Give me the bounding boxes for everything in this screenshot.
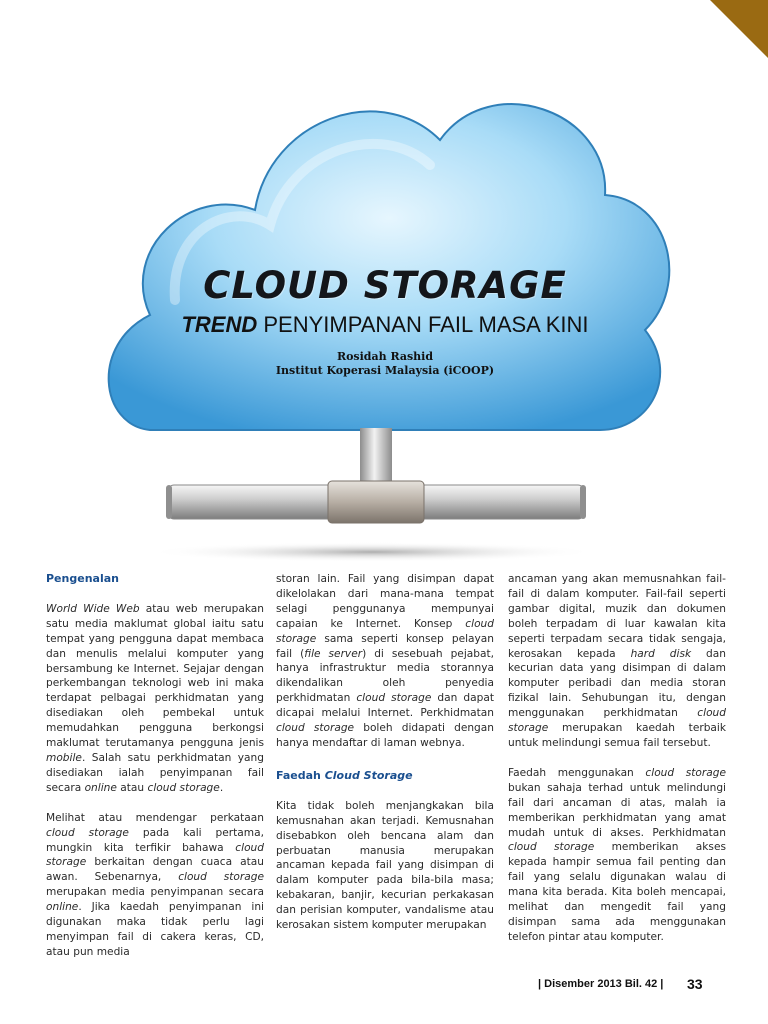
subtitle-rest: PENYIMPANAN FAIL MASA KINI xyxy=(263,312,589,337)
emphasis-text: cloud storage xyxy=(645,766,726,779)
heading-pengenalan: Pengenalan xyxy=(46,572,119,585)
emphasis-text: mobile xyxy=(46,751,82,764)
emphasis-text: cloud storage xyxy=(276,722,355,735)
subtitle-emphasis: TREND xyxy=(181,312,258,337)
text-run: dan dapat dicapai melalui Internet. Perkhidmatan xyxy=(276,692,494,720)
paragraph xyxy=(508,766,726,945)
emphasis-text: cloud storage xyxy=(508,707,726,735)
paragraph xyxy=(46,811,264,960)
text-run: memberikan akses kepada hampir semua fail penting dan fail yang selalu digunakan walau di mana kita berada. Kita boleh mencapai, melihat dan mengedit fail yang disimpan sama ada menggunakan telefon pintar atau komputer. xyxy=(508,841,726,943)
author-name: Rosidah Rashid xyxy=(336,350,434,363)
column-3 xyxy=(508,572,726,960)
text-run: pada kali pertama, mungkin kita terfikir bahawa xyxy=(46,826,264,854)
text-run: ancaman yang akan memusnahkan fail-fail di dalam komputer. Fail-fail seperti gambar digital, muzik dan dokumen boleh terpadam di luar kawalan kita seperti terpadam secara tidak sengaja, kerosakan kepada xyxy=(508,573,726,660)
text-run: sama seperti konsep pelayan fail ( xyxy=(276,632,494,660)
emphasis-text: online xyxy=(84,781,117,794)
author-affiliation: Institut Koperasi Malaysia (iCOOP) xyxy=(275,364,495,377)
heading-faedah xyxy=(276,769,494,784)
emphasis-text: hard disk xyxy=(630,647,692,660)
text-run: berkaitan dengan cuaca atau awan. Sebenarnya, xyxy=(46,856,264,884)
page-footer xyxy=(520,978,720,998)
text-run: merupakan kaedah terbaik untuk melindungi semua fail tersebut. xyxy=(508,722,726,749)
pipe-joint xyxy=(328,481,424,523)
text-run: atau web merupakan satu media maklumat global iaitu satu tempat yang pengguna dapat membaca dan menulis melalui komputer yang bersambung ke Internet. Sejajar dengan perkembangan teknologi web ini maka terdapat pelbagai perkhidmatan yang disediakan oleh pembekal untuk memudahkan pengguna berkongsi maklumat terutamanya pengguna jenis xyxy=(46,602,265,750)
heading-faedah-emphasis: Cloud Storage xyxy=(324,768,413,782)
text-run: bukan sahaja terhad untuk melindungi fail dari ancaman di atas, malah ia memberikan perkhidmatan yang amat mudah untuk di akses. Perkhidmatan xyxy=(508,781,726,839)
text-run: Melihat atau mendengar perkataan xyxy=(46,811,264,824)
paragraph xyxy=(508,572,726,751)
issue-label: | Disember 2013 Bil. 42 | xyxy=(538,978,664,990)
emphasis-text: cloud storage xyxy=(356,692,432,705)
pipe-end-left xyxy=(166,485,172,519)
text-run: ) di sesebuah pejabat, hanya infrastruktur media storannya dikendalikan oleh penyedia perkhidmatan xyxy=(276,647,494,705)
emphasis-text: cloud storage xyxy=(147,781,220,794)
title-block xyxy=(150,262,620,378)
text-run: Faedah menggunakan xyxy=(508,766,646,779)
heading-faedah-text: Faedah xyxy=(276,768,325,782)
subtitle xyxy=(150,310,620,340)
text-run: merupakan media penyimpanan secara xyxy=(46,886,264,899)
paragraph xyxy=(276,572,494,751)
emphasis-text: cloud storage xyxy=(508,841,595,854)
emphasis-text: cloud storage xyxy=(46,841,264,869)
text-run: dan kecurian data yang disimpan di dalam komputer peribadi dan media storan fizikal lain. Sehubungan itu, dengan menggunakan perkhidmatan xyxy=(508,647,726,720)
ground-shadow xyxy=(147,542,597,562)
emphasis-text: file server xyxy=(304,647,363,660)
emphasis-text: cloud storage xyxy=(276,617,494,645)
text-run: atau xyxy=(116,781,148,794)
text-run: storan lain. Fail yang disimpan dapat dikelolakan dari mana-mana tempat selagi penggunanya mempunyai capaian ke Internet. Konsep xyxy=(276,573,494,630)
page-number: 33 xyxy=(687,976,703,992)
text-run: boleh didapati dengan hanya mendaftar di laman webnya. xyxy=(276,722,494,749)
text-run: . xyxy=(219,781,224,794)
column-2 xyxy=(276,572,494,948)
text-run: . Salah satu perkhidmatan yang disediakan ialah penyimpanan fail secara xyxy=(46,751,264,794)
emphasis-text: cloud storage xyxy=(46,826,129,839)
emphasis-text: online xyxy=(46,901,79,914)
pipe-end-right xyxy=(580,485,586,519)
emphasis-text: cloud storage xyxy=(178,871,264,884)
text-run: . Jika kaedah penyimpanan ini digunakan maka tidak perlu lagi menyimpan fail di cakera keras, CD, atau pun media xyxy=(46,901,264,958)
column-1 xyxy=(46,572,264,975)
main-title: CLOUD STORAGE xyxy=(203,264,567,307)
paragraph xyxy=(276,799,494,933)
emphasis-text: World Wide Web xyxy=(46,602,140,615)
paragraph xyxy=(46,602,264,796)
text-run: Kita tidak boleh menjangkakan bila kemusnahan akan terjadi. Kemusnahan disebabkon oleh bencana alam dan perbuatan manusia merupakan ancaman kepada fail yang disimpan di dalam komputer pada bila-bila masa; kebakaran, banjir, kecurian perkakasan dan perisian komputer, vandalisme atau kerosakan sistem komputer merupakan xyxy=(276,799,494,932)
